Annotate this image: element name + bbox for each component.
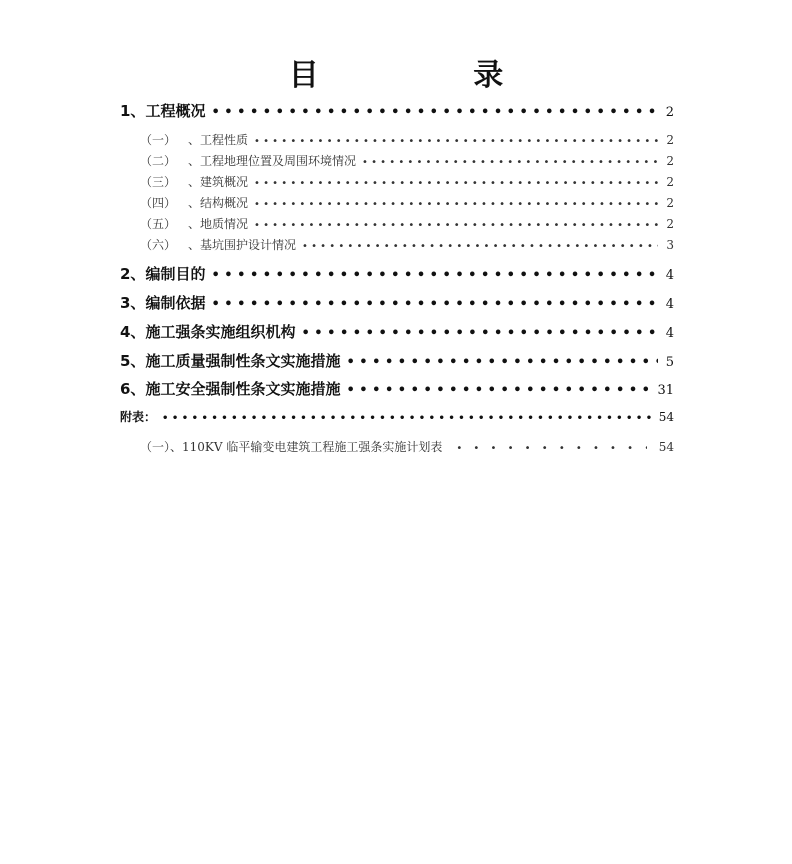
subsection-label: 、结构概况 (188, 196, 249, 210)
page-number: 31 (657, 383, 674, 398)
toc-entry-section-4[interactable] (120, 321, 674, 342)
subsection-number: （二） (140, 154, 177, 168)
section-label: 编制目的 (145, 265, 206, 283)
dot-leader (211, 294, 658, 312)
dot-leader (456, 440, 646, 454)
page-number: 2 (666, 217, 674, 231)
section-number: 5、 (120, 352, 146, 370)
dot-leader (211, 102, 658, 120)
toc-entry-section-1[interactable] (120, 100, 674, 121)
dot-leader (254, 133, 658, 147)
toc-entry-appendix[interactable] (120, 408, 674, 425)
dot-leader (302, 238, 658, 252)
toc-entry-section-2[interactable] (120, 263, 674, 284)
page-number: 3 (666, 238, 674, 252)
dot-leader (211, 265, 658, 283)
page-number: 54 (658, 410, 674, 424)
page-number: 2 (665, 105, 674, 120)
page-number: 4 (665, 326, 674, 341)
subsection-number: （一） (140, 133, 177, 147)
page-number: 54 (658, 440, 674, 454)
appendix-label: 附表： (120, 410, 157, 424)
appendix-item-label: （一）、110KV 临平输变电建筑工程施工强条实施计划表 (140, 440, 443, 454)
toc-entry-section-3[interactable] (120, 292, 674, 313)
dot-leader (162, 410, 653, 424)
subsection-label: 、基坑围护设计情况 (188, 238, 297, 252)
section-number: 2、 (120, 265, 146, 283)
toc-entry-subsection-2[interactable] (140, 152, 674, 169)
subsection-number: （五） (140, 217, 177, 231)
page-number: 4 (665, 297, 674, 312)
dot-leader (362, 154, 658, 168)
subsection-label: 、工程性质 (188, 133, 249, 147)
section-label: 施工安全强制性条文实施措施 (145, 380, 341, 398)
section-label: 施工强条实施组织机构 (145, 323, 296, 341)
toc-entry-section-6[interactable] (120, 378, 674, 399)
section-number: 6、 (120, 380, 146, 398)
dot-leader (346, 380, 651, 398)
toc-title: 目 录 (288, 58, 576, 93)
toc-entry-subsection-1[interactable] (140, 131, 674, 148)
dot-leader (301, 323, 658, 341)
page-number: 5 (665, 355, 674, 370)
toc-entry-appendix-item-1[interactable] (140, 438, 674, 455)
section-label: 编制依据 (145, 294, 206, 312)
page-number: 2 (666, 154, 674, 168)
section-number: 1、 (120, 102, 146, 120)
subsection-label: 、工程地理位置及周围环境情况 (188, 154, 357, 168)
subsection-number: （四） (140, 196, 177, 210)
subsection-number: （六） (140, 238, 177, 252)
subsection-label: 、建筑概况 (188, 175, 249, 189)
toc-entry-section-5[interactable] (120, 350, 674, 371)
section-number: 4、 (120, 323, 146, 341)
section-number: 3、 (120, 294, 146, 312)
toc-entry-subsection-3[interactable] (140, 173, 674, 190)
toc-entry-subsection-4[interactable] (140, 194, 674, 211)
section-label: 施工质量强制性条文实施措施 (145, 352, 341, 370)
dot-leader (254, 217, 658, 231)
toc-entry-subsection-6[interactable] (140, 236, 674, 253)
dot-leader (346, 352, 658, 370)
page-number: 4 (665, 268, 674, 283)
subsection-number: （三） (140, 175, 177, 189)
dot-leader (254, 196, 658, 210)
page-number: 2 (666, 196, 674, 210)
toc-entry-subsection-5[interactable] (140, 215, 674, 232)
page-number: 2 (666, 133, 674, 147)
section-label: 工程概况 (145, 102, 206, 120)
subsection-label: 、地质情况 (188, 217, 249, 231)
dot-leader (254, 175, 658, 189)
page-number: 2 (666, 175, 674, 189)
